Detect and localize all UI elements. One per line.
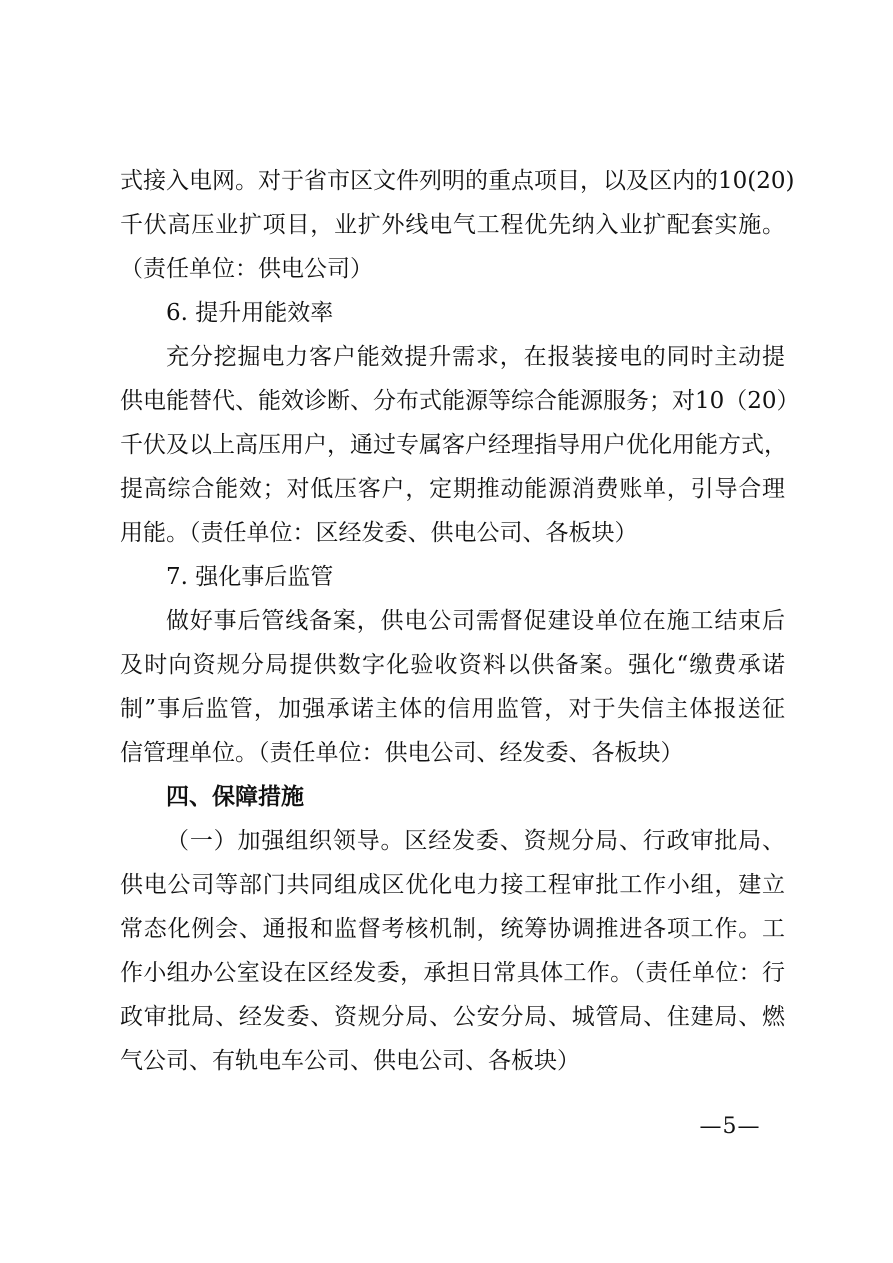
body-text-line: 作小组办公室设在区经发委，承担日常具体工作。（责任单位：行	[120, 960, 785, 986]
chapter-heading-4: 四、保障措施	[166, 783, 304, 810]
section-heading-7: 7. 强化事后监管	[166, 564, 334, 590]
body-text-line: 制”事后监管，加强承诺主体的信用监管，对于失信主体报送征	[120, 696, 785, 722]
body-text-line: 千伏及以上高压用户，通过专属客户经理指导用户优化用能方式，	[120, 432, 787, 458]
body-text-line: 气公司、有轨电车公司、供电公司、各板块）	[120, 1048, 580, 1074]
body-text-line: 千伏高压业扩项目，业扩外线电气工程优先纳入业扩配套实施。	[120, 212, 785, 238]
body-text-line: 政审批局、经发委、资规分局、公安分局、城管局、住建局、燃	[120, 1004, 785, 1030]
body-text-line: 供电公司等部门共同组成区优化电力接工程审批工作小组，建立	[120, 872, 785, 898]
body-text-line: 做好事后管线备案，供电公司需督促建设单位在施工结束后	[166, 608, 785, 634]
body-text-line: 式接入电网。对于省市区文件列明的重点项目，以及区内的10(20)	[120, 168, 795, 194]
body-text-line: 充分挖掘电力客户能效提升需求，在报装接电的同时主动提	[166, 344, 785, 370]
body-text-line: 用能。（责任单位：区经发委、供电公司、各板块）	[120, 520, 638, 546]
body-text-line: （一）加强组织领导。区经发委、资规分局、行政审批局、	[166, 828, 785, 854]
body-text-line: 提高综合能效；对低压客户，定期推动能源消费账单，引导合理	[120, 476, 785, 502]
body-text-line: （责任单位：供电公司）	[120, 256, 373, 282]
body-text-line: 常态化例会、通报和监督考核机制，统筹协调推进各项工作。工	[120, 916, 785, 942]
body-text-line: 及时向资规分局提供数字化验收资料以供备案。强化“缴费承诺	[120, 652, 785, 678]
section-heading-6: 6. 提升用能效率	[166, 300, 334, 326]
body-text-line: 供电能替代、能效诊断、分布式能源等综合能源服务；对10（20）	[120, 388, 800, 414]
page-number: —5—	[699, 1114, 761, 1139]
body-text-line: 信管理单位。（责任单位：供电公司、经发委、各板块）	[120, 740, 684, 766]
